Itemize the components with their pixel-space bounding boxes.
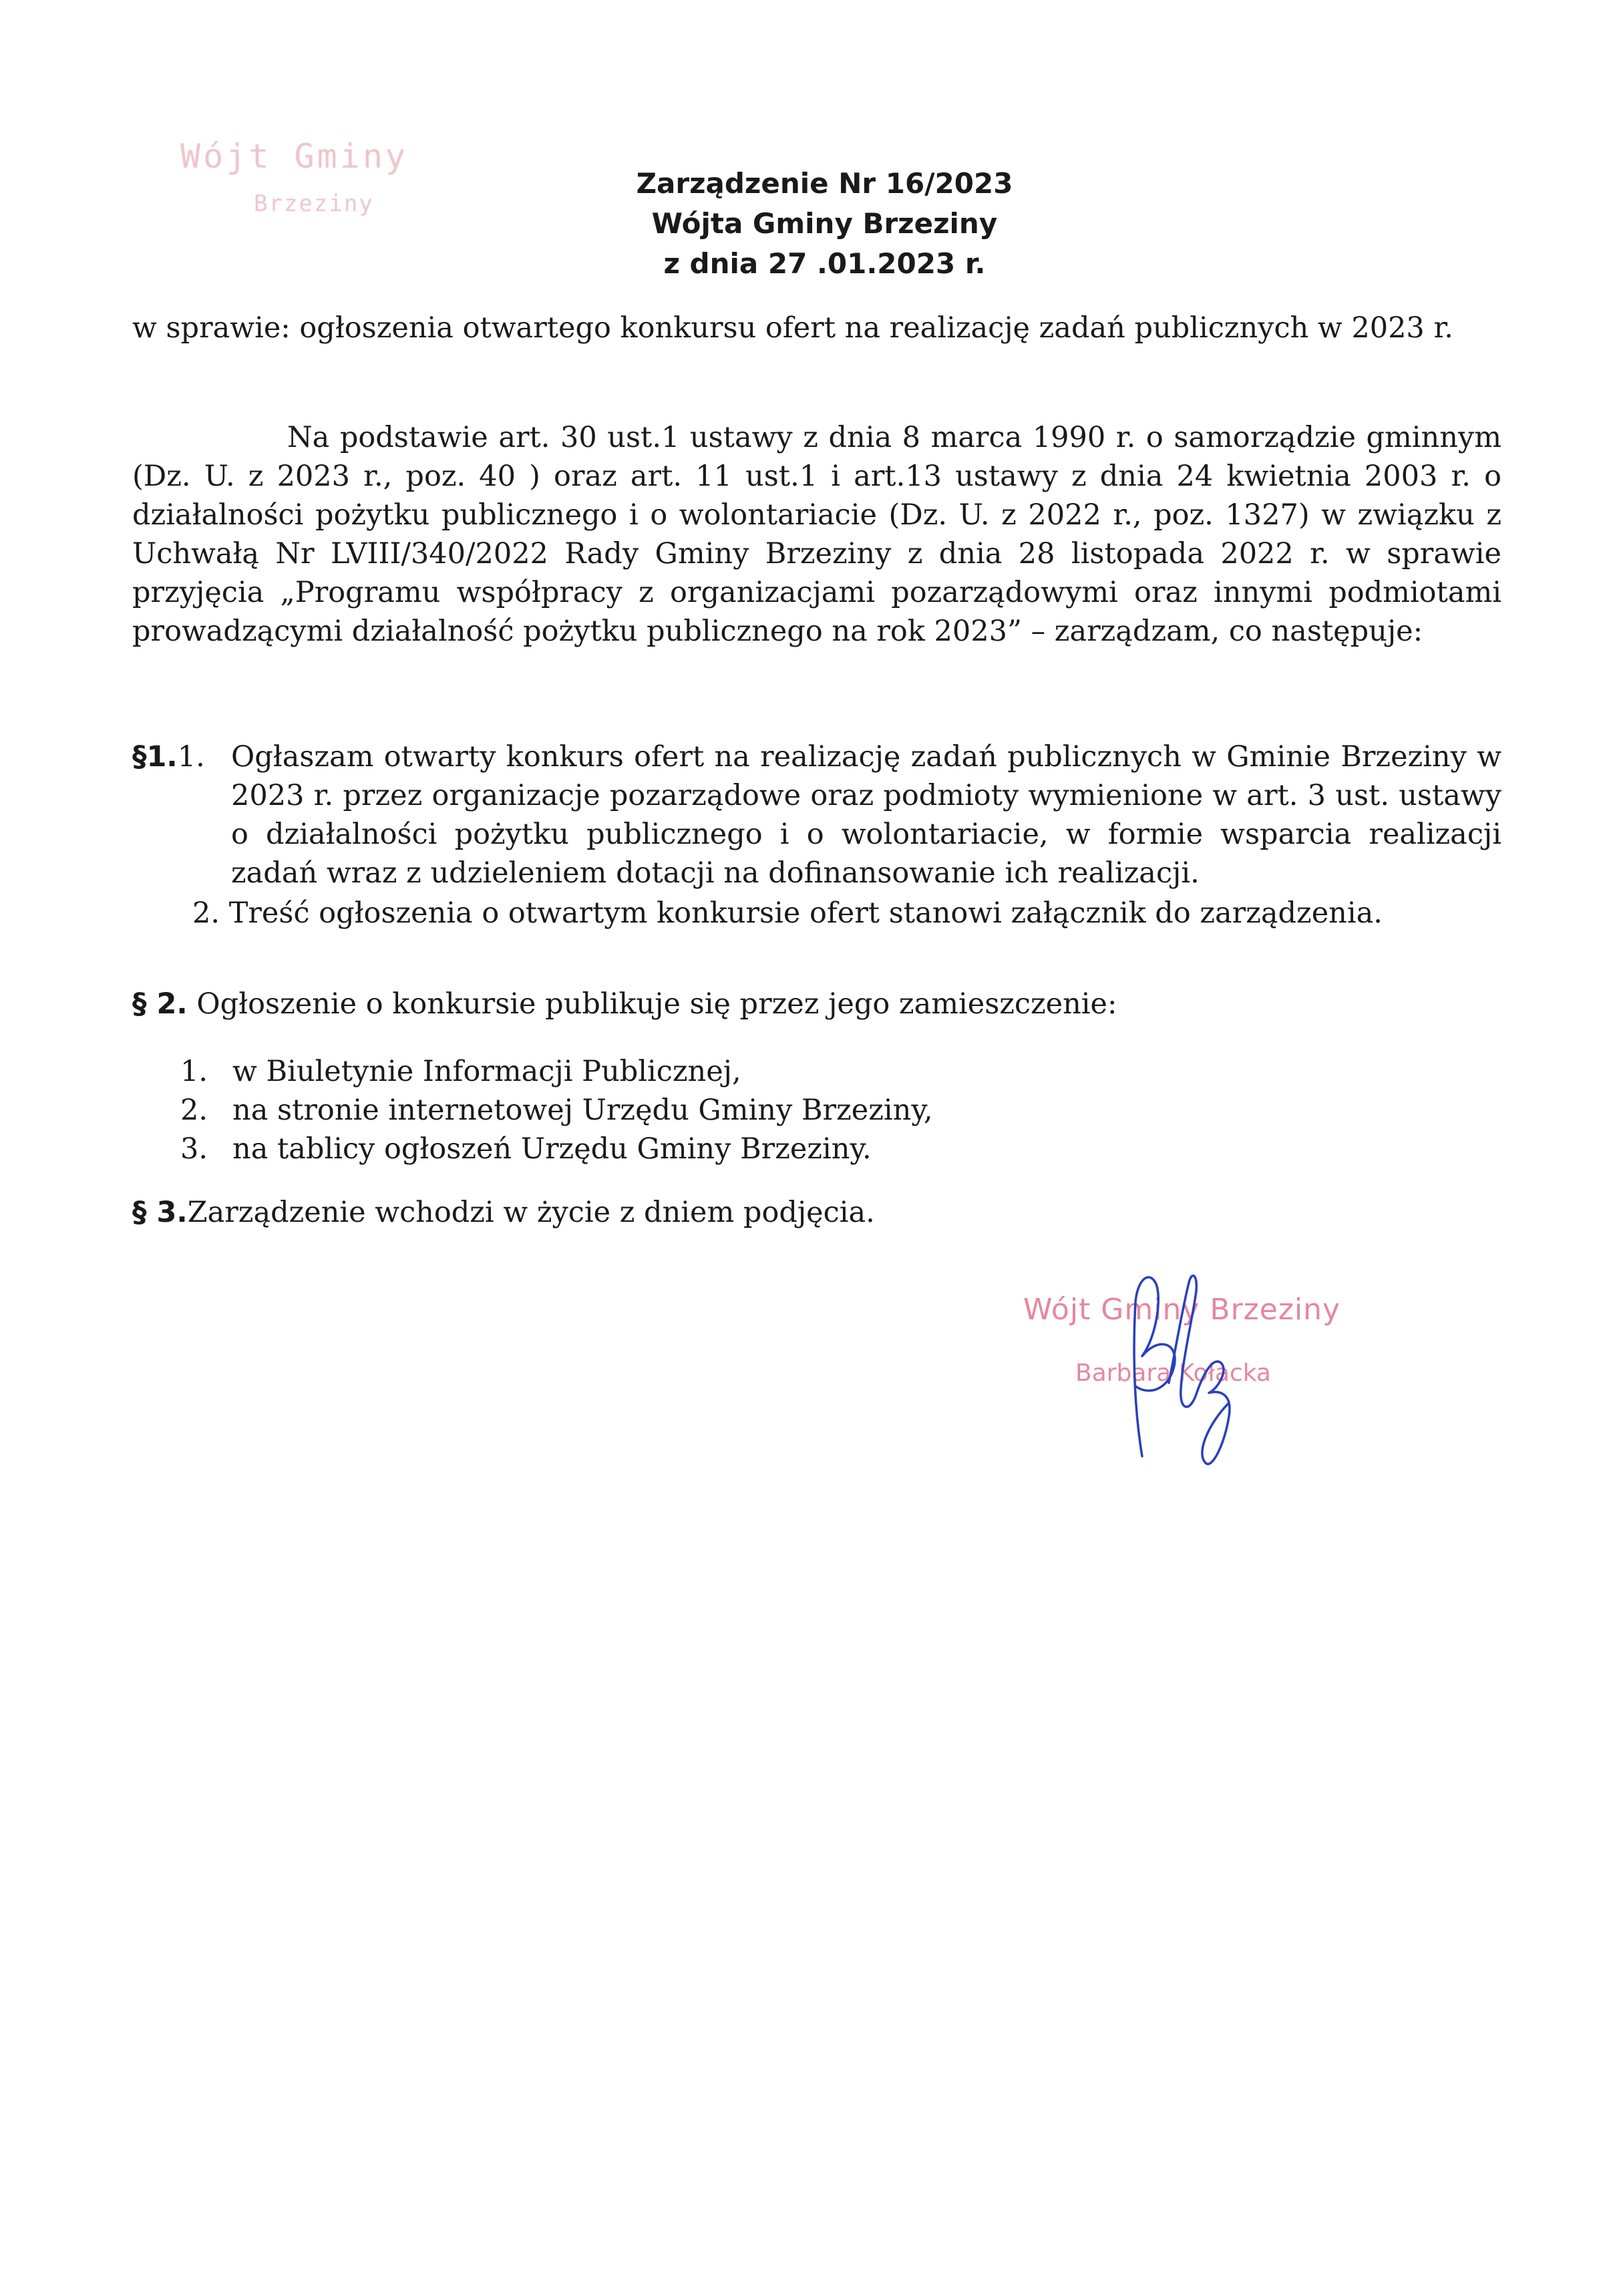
section-1 <box>132 737 1501 933</box>
list-item-number: 2. <box>180 1094 208 1127</box>
handwritten-signature <box>1095 1256 1269 1476</box>
list-item <box>180 1091 1449 1130</box>
section-1-item-2: 2. Treść ogłoszenia o otwartym konkursie ofert stanowi załącznik do zarządzenia. <box>192 896 1383 930</box>
list-item-text: na tablicy ogłoszeń Urzędu Gminy Brzeziny. <box>232 1132 872 1166</box>
header-title: Zarządzenie Nr 16/2023 <box>636 167 1013 200</box>
list-item <box>180 1052 1449 1091</box>
document-header <box>0 164 1609 284</box>
publication-list <box>180 1052 1449 1168</box>
header-date: z dnia 27 .01.2023 r. <box>663 247 986 280</box>
subject-line: w sprawie: ogłoszenia otwartego konkursu ofert na realizację zadań publicznych w 2023 r. <box>132 311 1453 345</box>
signature-stamp-title: Wójt Gminy Brzeziny <box>1023 1293 1341 1327</box>
section-1-lead <box>132 737 205 776</box>
faded-stamp-line2: Brzeziny <box>254 190 374 217</box>
section-2-text: Ogłoszenie o konkursie publikuje się przez jego zamieszczenie: <box>187 987 1117 1021</box>
list-item-number: 3. <box>180 1132 208 1166</box>
list-item-number: 1. <box>180 1055 208 1088</box>
list-item-text: w Biuletynie Informacji Publicznej, <box>232 1055 741 1088</box>
section-2-mark: § 2. <box>132 987 188 1021</box>
intro-paragraph: Na podstawie art. 30 ust.1 ustawy z dnia 8 marca 1990 r. o samorządzie gminnym (Dz. U. z 2023 r., poz. 40 ) oraz art. 11 ust.1 i art.13 ustawy z dnia 24 kwietnia 2003 r. o działalności pożytku publicznego i o wolontariacie (Dz. U. z 2022 r., poz. 1327) w związku z Uchwałą Nr LVIII/340/2022 Rady Gminy Brzeziny z dnia 28 listopada 2022 r. w sprawie przyjęcia „Programu współpracy z organizacjami pozarządowymi oraz innymi podmiotami prowadzącymi działalność pożytku publicznego na rok 2023” – zarządzam, co następuje: <box>132 421 1501 648</box>
section-2 <box>132 985 1501 1023</box>
section-3 <box>132 1193 1501 1232</box>
signature-stamp-name: Barbara Kołacka <box>1075 1359 1271 1387</box>
section-1-item-1-text: Ogłaszam otwarty konkurs ofert na realizację zadań publicznych w Gminie Brzeziny w 2023 r. przez organizacje pozarządowe oraz podmioty wymienione w art. 3 ust. ustawy o działalności pożytku publicznego i o wolontariacie, w formie wsparcia realizacji zadań wraz z udzieleniem dotacji na dofinansowanie ich realizacji. <box>231 740 1501 890</box>
header-issuer: Wójta Gminy Brzeziny <box>651 207 998 240</box>
faded-stamp-line1: Wójt Gminy <box>180 137 409 176</box>
section-3-mark: § 3. <box>132 1196 188 1229</box>
section-1-mark: §1. <box>132 740 178 774</box>
section-3-text: Zarządzenie wchodzi w życie z dniem podjęcia. <box>187 1196 875 1229</box>
list-item <box>180 1130 1449 1168</box>
section-1-item-1 <box>132 737 1501 892</box>
section-1-item-1-number: 1. <box>177 740 205 774</box>
signature-stroke <box>1134 1276 1230 1464</box>
list-item-text: na stronie internetowej Urzędu Gminy Brzeziny, <box>232 1094 933 1127</box>
